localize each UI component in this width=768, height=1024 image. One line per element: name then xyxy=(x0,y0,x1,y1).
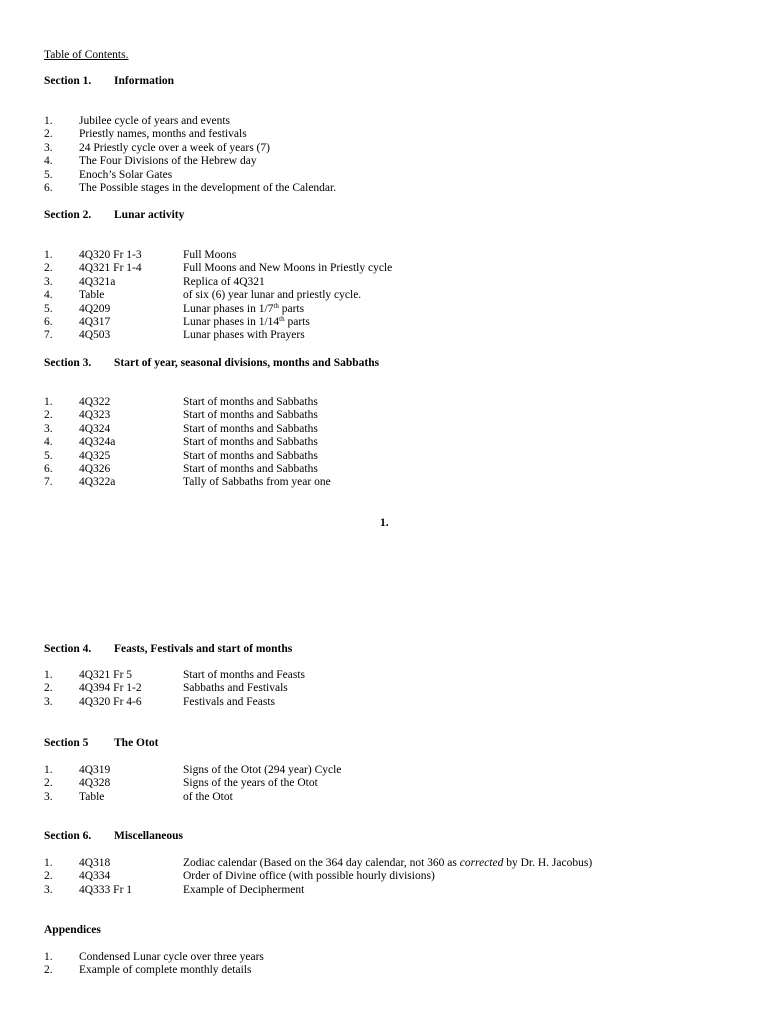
appendices-heading: Appendices xyxy=(44,924,101,936)
section-title: Lunar activity xyxy=(114,209,185,221)
section-title: Miscellaneous xyxy=(114,830,183,842)
section-number: Section 3. xyxy=(44,357,92,369)
section-5-heading xyxy=(44,737,158,750)
toc-title: Table of Contents. xyxy=(44,49,129,61)
section-6-heading xyxy=(44,830,183,843)
section-number: Section 1. xyxy=(44,75,92,87)
section-title: The Otot xyxy=(114,737,159,749)
section-number: Section 5 xyxy=(44,737,89,749)
section-1-heading xyxy=(44,75,174,88)
section-title: Feasts, Festivals and start of months xyxy=(114,643,293,655)
section-number: Section 2. xyxy=(44,209,92,221)
section-2-heading xyxy=(44,209,184,222)
section-title: Start of year, seasonal divisions, months and Sabbaths xyxy=(114,357,380,369)
section-number: Section 4. xyxy=(44,643,92,655)
section-title: Information xyxy=(114,75,175,87)
section-4-heading xyxy=(44,643,292,656)
section-3-heading xyxy=(44,357,379,370)
section-number: Section 6. xyxy=(44,830,92,842)
page-number: 1. xyxy=(380,517,389,529)
